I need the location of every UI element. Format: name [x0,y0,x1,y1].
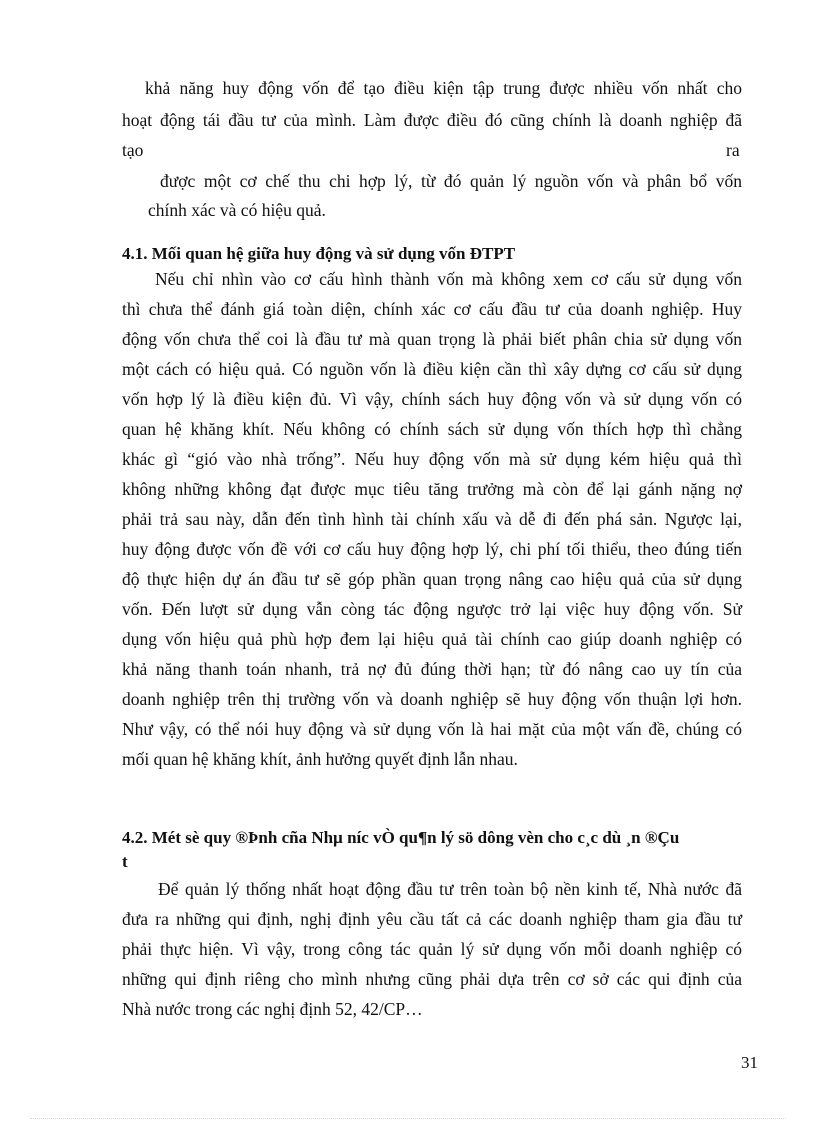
intro-line-3-right: ra [726,140,740,160]
section-4-2-line: đưa ra những qui định, nghị định yêu cầu tất cả các doanh nghiệp tham gia đầu tư [122,909,742,929]
section-4-1-line: Nếu chỉ nhìn vào cơ cấu hình thành vốn mà không xem cơ cấu sử dụng vốn [155,269,742,289]
section-4-1-line: quan hệ khăng khít. Nếu không có chính sách sử dụng vốn thích hợp thì chẳng [122,419,742,439]
section-4-1-line: động vốn chưa thể coi là đầu tư mà quan trọng là phải biết phân chia sử dụng vốn [122,329,742,349]
section-4-2-line-last: Nhà nước trong các nghị định 52, 42/CP… [122,999,423,1019]
intro-line-3-left: tạo [122,140,144,160]
section-4-1-line: phải trả sau này, dẫn đến tình hình tài chính xấu và dễ đi đến phá sản. Ngược lại, [122,509,742,529]
section-4-1-line: thì chưa thể đánh giá toàn diện, chính xác cơ cấu đầu tư của doanh nghiệp. Huy [122,299,742,319]
section-4-2-line: những qui định riêng cho mình nhưng cũng phải dựa trên cơ sở các qui định của [122,969,742,989]
intro-line-2: hoạt động tái đầu tư của mình. Làm được điều đó cũng chính là doanh nghiệp đã [122,110,742,130]
intro-line-4: được một cơ chế thu chi hợp lý, từ đó quản lý nguồn vốn và phân bổ vốn [160,171,742,191]
section-4-1-line: độ thực hiện dự án đầu tư sẽ góp phần quan trọng nâng cao hiệu quả của sử dụng [122,569,742,589]
section-4-2-line: Để quản lý thống nhất hoạt động đầu tư trên toàn bộ nền kinh tế, Nhà nước đã [158,879,742,899]
intro-line-5: chính xác và có hiệu quả. [148,200,326,220]
section-4-1-heading: 4.1. Mối quan hệ giữa huy động và sử dụng vốn ĐTPT [122,244,516,263]
section-4-1-line: huy động được vốn đề với cơ cấu huy động hợp lý, chi phí tối thiểu, theo đúng tiến [122,539,742,559]
section-4-1-line: vốn hợp lý là điều kiện đủ. Vì vậy, chính sách huy động vốn và sử dụng vốn có [122,389,742,409]
section-4-1-line: dụng vốn hiệu quả phù hợp đem lại hiệu quả tài chính cao giúp doanh nghiệp có [122,629,742,649]
section-4-2-line: phải thực hiện. Vì vậy, trong công tác quản lý sử dụng vốn mỗi doanh nghiệp có [122,939,742,959]
section-4-1-line-last: mối quan hệ khăng khít, ảnh hưởng quyết định lẫn nhau. [122,749,518,769]
intro-line-1: khả năng huy động vốn để tạo điều kiện tập trung được nhiều vốn nhất cho [145,78,742,98]
section-4-1-line: không những không đạt được mục tiêu tăng trưởng mà còn để lại gánh nặng nợ [122,479,742,499]
page-number: 31 [741,1053,758,1072]
section-4-1-line: vốn. Đến lượt sử dụng vẫn còng tác động ngược trở lại việc huy động vốn. Sử [122,599,742,619]
page-bottom-divider [30,1118,786,1119]
section-4-1-line: doanh nghiệp trên thị trường vốn và doanh nghiệp sẽ huy động vốn thuận lợi hơn. [122,689,742,709]
section-4-2-heading-line-2: t [122,852,128,871]
section-4-1-line: Như vậy, có thể nói huy động và sử dụng vốn là hai mặt của một vấn đề, chúng có [122,719,742,739]
section-4-1-line: khả năng thanh toán nhanh, trả nợ đủ đúng thời hạn; từ đó nâng cao uy tín của [122,659,742,679]
section-4-2-heading-line-1: 4.2. Mét sè quy ®Þnh cña Nhµ níc vÒ qu¶n lý sö dông vèn cho c¸c dù ¸n ®Çu [122,828,680,847]
section-4-1-line: một cách có hiệu quả. Có nguồn vốn là điều kiện cần thì xây dựng cơ cấu sử dụng [122,359,742,379]
section-4-1-line: khác gì “gió vào nhà trống”. Nếu huy động vốn mà sử dụng kém hiệu quả thì [122,449,742,469]
